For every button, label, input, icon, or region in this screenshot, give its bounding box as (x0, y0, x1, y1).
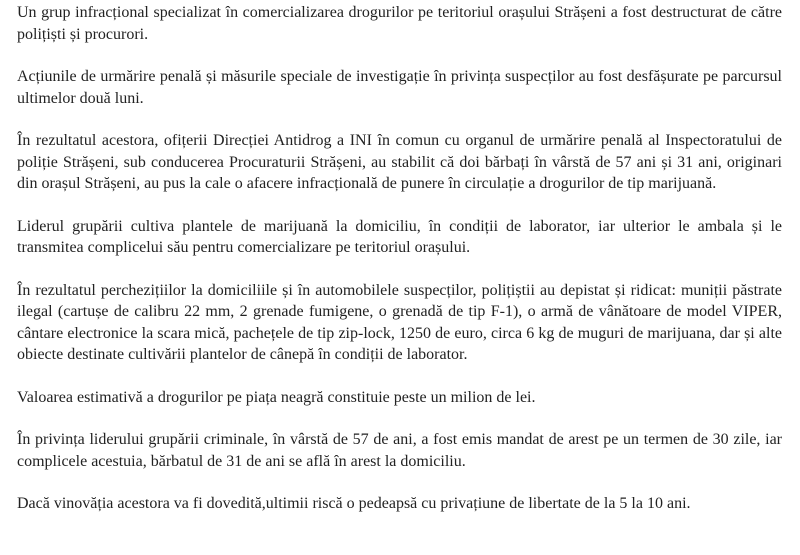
article-paragraph: În rezultatul perchezițiilor la domiciliile și în automobilele suspecților, polițiștii au depistat și ridicat: muniții păstrate ilegal (cartușe de calibru 22 mm, 2 grenade fumigene, o grenadă de tip F-1), o armă de vânătoare de model VIPER, cântare electronice la scara mică, pachețele de tip zip-lock, 1250 de euro, circa 6 kg de muguri de marijuana, dar și alte obiecte destinate cultivării plantelor de cânepă în condiții de laborator. (17, 281, 782, 363)
article-paragraph: În rezultatul acestora, ofițerii Direcției Antidrog a INI în comun cu organul de urmărire penală al Inspectoratului de poliție Strășeni, sub conducerea Procuraturii Strășeni, au stabilit că doi bărbați în vârstă de 57 ani și 31 ani, originari din orașul Strășeni, au pus la cale o afacere infracțională de punere în circulație a drogurilor de tip marijuană. (17, 132, 782, 192)
article-paragraph: Acțiunile de urmărire penală și măsurile speciale de investigație în privința suspecților au fost desfășurate pe parcursul ultimelor două luni. (17, 68, 782, 107)
article-paragraph: În privința liderului grupării criminale, în vârstă de 57 de ani, a fost emis mandat de arest pe un termen de 30 zile, iar complicele acestuia, bărbatul de 31 de ani se află în arest la domiciliu. (17, 431, 782, 470)
article-body (17, 0, 782, 536)
article-paragraph: Valoarea estimativă a drogurilor pe piața neagră constituie peste un milion de lei. (17, 388, 536, 406)
article-paragraph: Dacă vinovăția acestora va fi dovedită,ultimii riscă o pedeapsă cu privațiune de libertate de la 5 la 10 ani. (17, 495, 691, 512)
article-paragraph: Un grup infracțional specializat în comercializarea drogurilor pe teritoriul orașului Strășeni a fost destructurat de către polițiști și procurori. (17, 4, 782, 43)
article-paragraph: Liderul grupării cultiva plantele de marijuană la domiciliu, în condiții de laborator, iar ulterior le ambala și le transmitea complicelui său pentru comercializare pe teritoriul orașului. (17, 217, 782, 256)
